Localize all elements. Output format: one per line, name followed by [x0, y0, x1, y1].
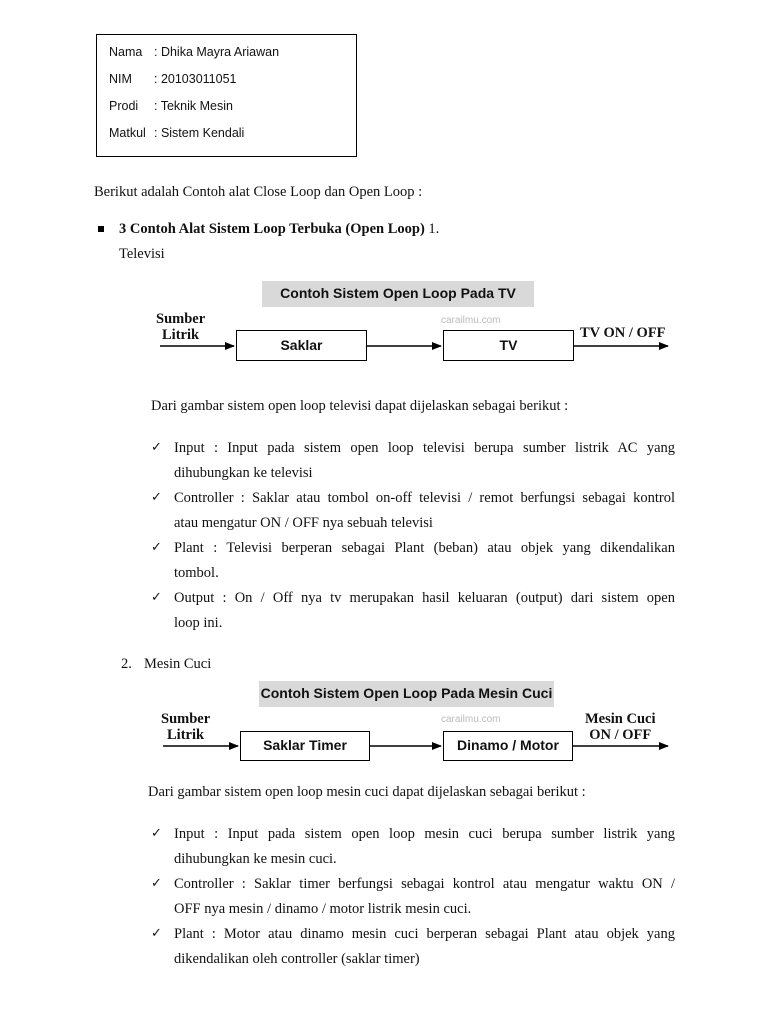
wm-point-plant: Plant : Motor atau dinamo mesin cuci berperan sebagai Plant atau objek yang: [174, 926, 675, 942]
item-1-title: Televisi: [119, 246, 165, 262]
check-icon: ✓: [151, 590, 162, 605]
tv-point-output: Output : On / Off nya tv merupakan hasil keluaran (output) dari sistem open: [174, 590, 675, 606]
item-2-number: 2.: [121, 656, 132, 672]
tv-diagram-arrows: [0, 0, 768, 420]
tv-point-output-cont: loop ini.: [174, 615, 223, 631]
wm-input-label: Sumber Litrik: [161, 711, 211, 743]
item-2-title: Mesin Cuci: [144, 656, 212, 672]
wm-diagram-watermark: carailmu.com: [441, 714, 501, 725]
tv-block-saklar: Saklar: [236, 330, 367, 361]
check-icon: ✓: [151, 540, 162, 555]
check-icon: ✓: [151, 926, 162, 941]
identity-row-prodi: Prodi : Teknik Mesin: [109, 99, 233, 113]
check-icon: ✓: [151, 826, 162, 841]
wm-diagram-arrows: [0, 700, 768, 780]
tv-point-plant-cont: tombol.: [174, 565, 219, 581]
tv-block-tv: TV: [443, 330, 574, 361]
tv-explain-text: Dari gambar sistem open loop televisi dapat dijelaskan sebagai berikut :: [151, 398, 569, 414]
wm-point-controller-cont: OFF nya mesin / dinamo / motor listrik mesin cuci.: [174, 901, 472, 917]
tv-point-controller: Controller : Saklar atau tombol on-off televisi / remot berfungsi sebagai kontrol: [174, 490, 675, 506]
wm-point-input: Input : Input pada sistem open loop mesin cuci berupa sumber listrik yang: [174, 826, 675, 842]
check-icon: ✓: [151, 490, 162, 505]
tv-point-controller-cont: atau mengatur ON / OFF nya sebuah televisi: [174, 515, 433, 531]
wm-point-plant-cont: dikendalikan oleh controller (saklar timer): [174, 951, 420, 967]
identity-row-nim: NIM : 20103011051: [109, 72, 237, 86]
identity-row-matkul: Matkul : Sistem Kendali: [109, 126, 245, 140]
check-icon: ✓: [151, 876, 162, 891]
tv-point-input: Input : Input pada sistem open loop televisi berupa sumber listrik AC yang: [174, 440, 675, 456]
check-icon: ✓: [151, 440, 162, 455]
tv-input-label: Sumber Litrik: [156, 311, 206, 343]
wm-block-saklar-timer: Saklar Timer: [240, 731, 370, 761]
tv-point-plant: Plant : Televisi berperan sebagai Plant (beban) atau objek yang dikendalikan: [174, 540, 675, 556]
wm-point-controller: Controller : Saklar timer berfungsi sebagai kontrol atau mengatur waktu ON /: [174, 876, 675, 892]
wm-block-dinamo-motor: Dinamo / Motor: [443, 731, 573, 761]
tv-diagram-title: Contoh Sistem Open Loop Pada TV: [262, 281, 534, 307]
intro-text: Berikut adalah Contoh alat Close Loop dan Open Loop :: [94, 184, 423, 200]
tv-diagram-watermark: carailmu.com: [441, 315, 501, 326]
wm-explain-text: Dari gambar sistem open loop mesin cuci dapat dijelaskan sebagai berikut :: [148, 784, 586, 800]
identity-row-nama: Nama : Dhika Mayra Ariawan: [109, 45, 280, 59]
section-heading: 3 Contoh Alat Sistem Loop Terbuka (Open Loop) 1.: [119, 221, 440, 237]
wm-point-input-cont: dihubungkan ke mesin cuci.: [174, 851, 337, 867]
wm-diagram-title: Contoh Sistem Open Loop Pada Mesin Cuci: [259, 681, 554, 707]
tv-output-label: TV ON / OFF: [580, 325, 666, 341]
tv-point-input-cont: dihubungkan ke televisi: [174, 465, 313, 481]
wm-output-label: Mesin Cuci ON / OFF: [585, 711, 656, 743]
